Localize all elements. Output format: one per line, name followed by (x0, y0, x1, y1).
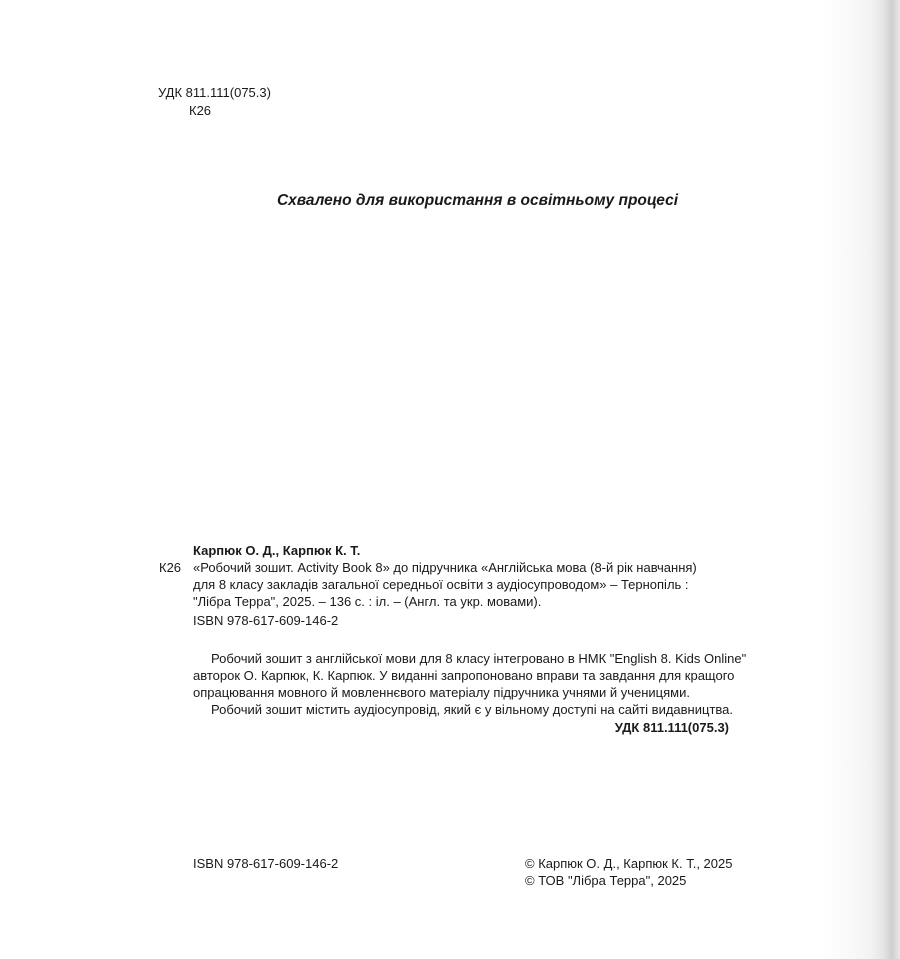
bibliographic-line: «Робочий зошит. Activity Book 8» до підручника «Англійська мова (8-й рік навчання) (193, 560, 697, 575)
bibliographic-line: "Лібра Терра", 2025. – 136 с. : іл. – (Англ. та укр. мовами). (193, 594, 542, 609)
author-sign: К26 (189, 103, 212, 118)
annotation-udk: УДК 811.111(075.3) (614, 720, 729, 735)
annotation-line: авторок О. Карпюк, К. Карпюк. У виданні запропоновано вправи та завдання для кращого (193, 668, 735, 683)
udk-code: УДК 811.111(075.3) (158, 85, 271, 100)
page-edge-shadow (822, 0, 900, 959)
approval-statement: Схвалено для використання в освітньому процесі (276, 192, 679, 209)
bibliographic-authors: Карпюк О. Д., Карпюк К. Т. (193, 543, 361, 558)
bibliographic-line: для 8 класу закладів загальної середньої освіти з аудіосупроводом» – Тернопіль : (193, 577, 689, 592)
annotation-line: Робочий зошит містить аудіосупровід, який є у вільному доступі на сайті видавництва. (211, 702, 733, 717)
footer-isbn: ISBN 978-617-609-146-2 (193, 856, 339, 871)
bibliographic-isbn: ISBN 978-617-609-146-2 (193, 613, 339, 628)
copyright-authors: © Карпюк О. Д., Карпюк К. Т., 2025 (525, 856, 733, 871)
copyright-publisher: © ТОВ "Лібра Терра", 2025 (525, 873, 687, 888)
bibliographic-author-sign: К26 (159, 560, 182, 575)
annotation-line: Робочий зошит з англійської мови для 8 класу інтегровано в НМК "English 8. Kids Online" (211, 651, 747, 666)
annotation-line: опрацювання мовного й мовленнєвого матеріалу підручника учнями й ученицями. (193, 685, 690, 700)
